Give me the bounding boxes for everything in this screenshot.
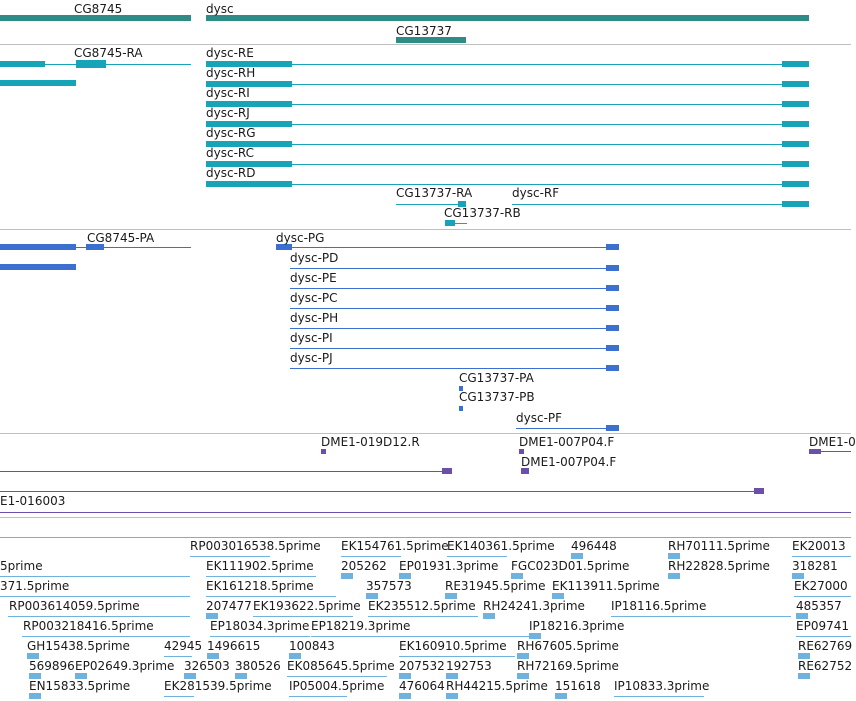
protein-label[interactable]: dysc-PD — [290, 251, 339, 265]
est-feature[interactable] — [206, 576, 316, 577]
exon-block — [606, 345, 619, 351]
est-feature[interactable] — [794, 596, 851, 597]
transcript-label[interactable]: dysc-RD — [206, 166, 256, 180]
exon-block — [782, 81, 809, 87]
transcript-label[interactable]: dysc-RH — [206, 66, 256, 80]
transcript-feature[interactable] — [206, 184, 809, 185]
exon-block — [809, 449, 821, 454]
est-feature[interactable] — [190, 556, 270, 557]
clone-feature[interactable] — [0, 491, 764, 492]
est-label[interactable]: 42945 — [164, 639, 203, 653]
est-label[interactable]: 151618 — [555, 679, 601, 693]
est-label[interactable]: IP05004.5prime — [289, 679, 385, 693]
exon-block — [782, 101, 809, 107]
est-feature[interactable] — [164, 696, 194, 697]
transcript-feature[interactable] — [206, 164, 809, 165]
clone-feature[interactable] — [0, 512, 851, 513]
exon-block — [782, 61, 809, 67]
est-feature[interactable] — [341, 556, 401, 557]
est-label[interactable]: 476064 — [399, 679, 445, 693]
est-label[interactable]: RH24241.3prime — [483, 599, 585, 613]
exon-block — [0, 80, 76, 86]
track-separator — [0, 517, 851, 518]
est-label[interactable]: EP01931.3prime — [399, 559, 499, 573]
exon-block — [445, 220, 455, 226]
protein-label[interactable]: dysc-PE — [290, 271, 337, 285]
exon-block — [0, 264, 76, 270]
protein-feature[interactable] — [290, 308, 619, 309]
protein-feature[interactable] — [290, 328, 619, 329]
clone-label[interactable]: DME1-007P04.F — [521, 455, 617, 469]
transcript-label[interactable]: dysc-RG — [206, 126, 256, 140]
transcript-feature[interactable] — [206, 124, 809, 125]
protein-feature[interactable] — [290, 288, 619, 289]
exon-block — [606, 425, 619, 431]
est-feature[interactable] — [555, 693, 567, 699]
gene-label[interactable]: CG8745 — [74, 2, 123, 16]
protein-feature[interactable] — [290, 268, 619, 269]
exon-block — [0, 244, 76, 250]
est-feature[interactable] — [22, 636, 190, 637]
est-label[interactable]: RP003218416.5prime — [23, 619, 154, 633]
protein-feature[interactable] — [276, 247, 619, 248]
transcript-label[interactable]: CG8745-RA — [74, 46, 143, 60]
est-label[interactable]: RH22828.5prime — [668, 559, 770, 573]
track-separator — [0, 44, 851, 45]
est-label[interactable]: 5prime — [0, 559, 43, 573]
est-feature[interactable] — [0, 537, 851, 538]
exon-block — [782, 161, 809, 167]
exon-block — [606, 325, 619, 331]
exon-block — [0, 61, 45, 67]
protein-label[interactable]: dysc-PG — [276, 231, 325, 245]
est-label[interactable]: EP18034.3prime — [210, 619, 310, 633]
clone-feature[interactable] — [519, 449, 524, 454]
exon-block — [782, 181, 809, 187]
exon-block — [442, 468, 452, 474]
est-label[interactable]: RE31945.5prime — [445, 579, 546, 593]
exon-block — [606, 365, 619, 371]
protein-label[interactable]: CG13737-PA — [459, 371, 534, 385]
protein-feature[interactable] — [516, 428, 619, 429]
est-label[interactable]: EK27000 — [794, 579, 848, 593]
est-label[interactable]: 485357 — [796, 599, 842, 613]
est-label[interactable]: RE62752 — [798, 659, 853, 673]
transcript-feature[interactable] — [206, 64, 809, 65]
est-label[interactable]: GH15438.5prime — [27, 639, 130, 653]
protein-feature[interactable] — [290, 348, 619, 349]
est-label[interactable]: EK111902.5prime — [206, 559, 314, 573]
est-label[interactable]: 569896 — [29, 659, 75, 673]
est-feature[interactable] — [0, 596, 190, 597]
est-label[interactable]: 318281 — [792, 559, 838, 573]
transcript-label[interactable]: dysc-RJ — [206, 106, 250, 120]
clone-label[interactable]: DME1-007P04.F — [519, 435, 615, 449]
est-label[interactable]: IP18116.5prime — [611, 599, 707, 613]
est-feature[interactable] — [668, 573, 680, 579]
est-feature[interactable] — [287, 676, 387, 677]
est-feature[interactable] — [611, 616, 791, 617]
gene-feature-dysc[interactable] — [206, 15, 809, 21]
est-feature[interactable] — [399, 656, 515, 657]
transcript-feature[interactable] — [396, 204, 466, 205]
exon-block — [606, 244, 619, 250]
est-feature[interactable] — [253, 616, 353, 617]
est-label[interactable]: IP18216.3prime — [529, 619, 625, 633]
track-separator — [0, 433, 851, 434]
est-label[interactable]: 100843 — [289, 639, 335, 653]
est-label[interactable]: RH44215.5prime — [446, 679, 548, 693]
est-label[interactable]: IP10833.3prime — [614, 679, 710, 693]
est-label[interactable]: 326503 — [184, 659, 230, 673]
protein-label[interactable]: dysc-PI — [290, 331, 333, 345]
transcript-feature[interactable] — [206, 104, 809, 105]
est-label[interactable]: EK113911.5prime — [552, 579, 660, 593]
est-feature[interactable] — [164, 656, 192, 657]
est-feature[interactable] — [614, 696, 704, 697]
track-separator — [0, 229, 851, 230]
est-feature[interactable] — [792, 556, 851, 557]
exon-block — [782, 201, 809, 207]
clone-label[interactable]: DME1-0 — [809, 435, 856, 449]
exon-block — [76, 60, 106, 68]
est-label[interactable]: EK140361.5prime — [447, 539, 555, 553]
protein-label[interactable]: CG8745-PA — [87, 231, 155, 245]
transcript-feature[interactable] — [206, 144, 809, 145]
est-label[interactable]: RE62769 — [798, 639, 853, 653]
est-feature[interactable] — [311, 636, 531, 637]
est-feature[interactable] — [8, 616, 190, 617]
transcript-label[interactable]: dysc-RE — [206, 46, 254, 60]
est-feature[interactable] — [798, 673, 810, 679]
est-label[interactable]: 205262 — [341, 559, 387, 573]
clone-feature[interactable] — [0, 471, 452, 472]
est-label[interactable]: FGC023D01.5prime — [511, 559, 630, 573]
est-label[interactable]: 371.5prime — [0, 579, 70, 593]
clone-label[interactable]: E1-016003 — [0, 494, 66, 508]
est-label[interactable]: EK281539.5prime — [164, 679, 272, 693]
est-label[interactable]: RH72169.5prime — [517, 659, 619, 673]
clone-feature[interactable] — [321, 449, 326, 454]
exon-block — [606, 265, 619, 271]
est-label[interactable]: EK085645.5prime — [287, 659, 395, 673]
est-feature[interactable] — [446, 693, 458, 699]
transcript-label[interactable]: dysc-RI — [206, 86, 250, 100]
transcript-feature[interactable] — [206, 84, 809, 85]
protein-label[interactable]: CG13737-PB — [459, 390, 535, 404]
gene-label[interactable]: CG13737 — [396, 24, 452, 38]
protein-label[interactable]: dysc-PJ — [290, 351, 333, 365]
est-label[interactable]: RH67605.5prime — [517, 639, 619, 653]
est-feature[interactable] — [368, 616, 478, 617]
est-feature[interactable] — [0, 576, 190, 577]
protein-feature[interactable] — [290, 368, 619, 369]
gene-label[interactable]: dysc — [206, 2, 234, 16]
est-label[interactable]: RP003614059.5prime — [9, 599, 140, 613]
exon-block — [606, 285, 619, 291]
est-feature[interactable] — [206, 596, 336, 597]
est-label[interactable]: EP09741 — [796, 619, 849, 633]
est-feature[interactable] — [399, 693, 411, 699]
exon-block — [782, 141, 809, 147]
est-label[interactable]: EK160910.5prime — [399, 639, 507, 653]
clone-label[interactable]: DME1-019D12.R — [321, 435, 420, 449]
transcript-label[interactable]: dysc-RF — [512, 186, 560, 200]
transcript-label[interactable]: CG13737-RB — [444, 206, 521, 220]
protein-feature[interactable] — [459, 406, 463, 411]
est-label[interactable]: EN15833.5prime — [29, 679, 131, 693]
est-feature[interactable] — [341, 573, 353, 579]
est-label[interactable]: RH70111.5prime — [668, 539, 770, 553]
transcript-label[interactable]: CG13737-RA — [396, 186, 473, 200]
protein-label[interactable]: dysc-PF — [516, 411, 563, 425]
est-feature[interactable] — [483, 613, 495, 619]
est-label[interactable]: RP003016538.5prime — [190, 539, 321, 553]
exon-block — [754, 488, 764, 494]
est-label[interactable]: 496448 — [571, 539, 617, 553]
est-feature[interactable] — [447, 556, 507, 557]
est-label[interactable]: 380526 — [235, 659, 281, 673]
exon-block — [606, 305, 619, 311]
est-label[interactable]: 1496615 — [207, 639, 261, 653]
est-label[interactable]: 192753 — [446, 659, 492, 673]
est-label[interactable]: 207477 — [206, 599, 252, 613]
est-label[interactable]: EP18219.3prime — [311, 619, 411, 633]
est-label[interactable]: EK235512.5prime — [368, 599, 476, 613]
est-label[interactable]: EK161218.5prime — [206, 579, 314, 593]
est-label[interactable]: 357573 — [366, 579, 412, 593]
exon-block — [206, 181, 292, 187]
est-label[interactable]: EK154761.5prime — [341, 539, 449, 553]
est-label[interactable]: 207532 — [399, 659, 445, 673]
est-feature[interactable] — [210, 636, 310, 637]
est-feature[interactable] — [796, 636, 851, 637]
est-feature[interactable] — [289, 696, 347, 697]
protein-label[interactable]: dysc-PH — [290, 311, 339, 325]
est-feature[interactable] — [29, 693, 41, 699]
est-label[interactable]: EP02649.3prime — [75, 659, 175, 673]
est-label[interactable]: EK193622.5prime — [253, 599, 361, 613]
protein-label[interactable]: dysc-PC — [290, 291, 338, 305]
exon-block — [782, 121, 809, 127]
transcript-feature[interactable] — [512, 204, 809, 205]
transcript-label[interactable]: dysc-RC — [206, 146, 255, 160]
est-label[interactable]: EK20013 — [792, 539, 846, 553]
